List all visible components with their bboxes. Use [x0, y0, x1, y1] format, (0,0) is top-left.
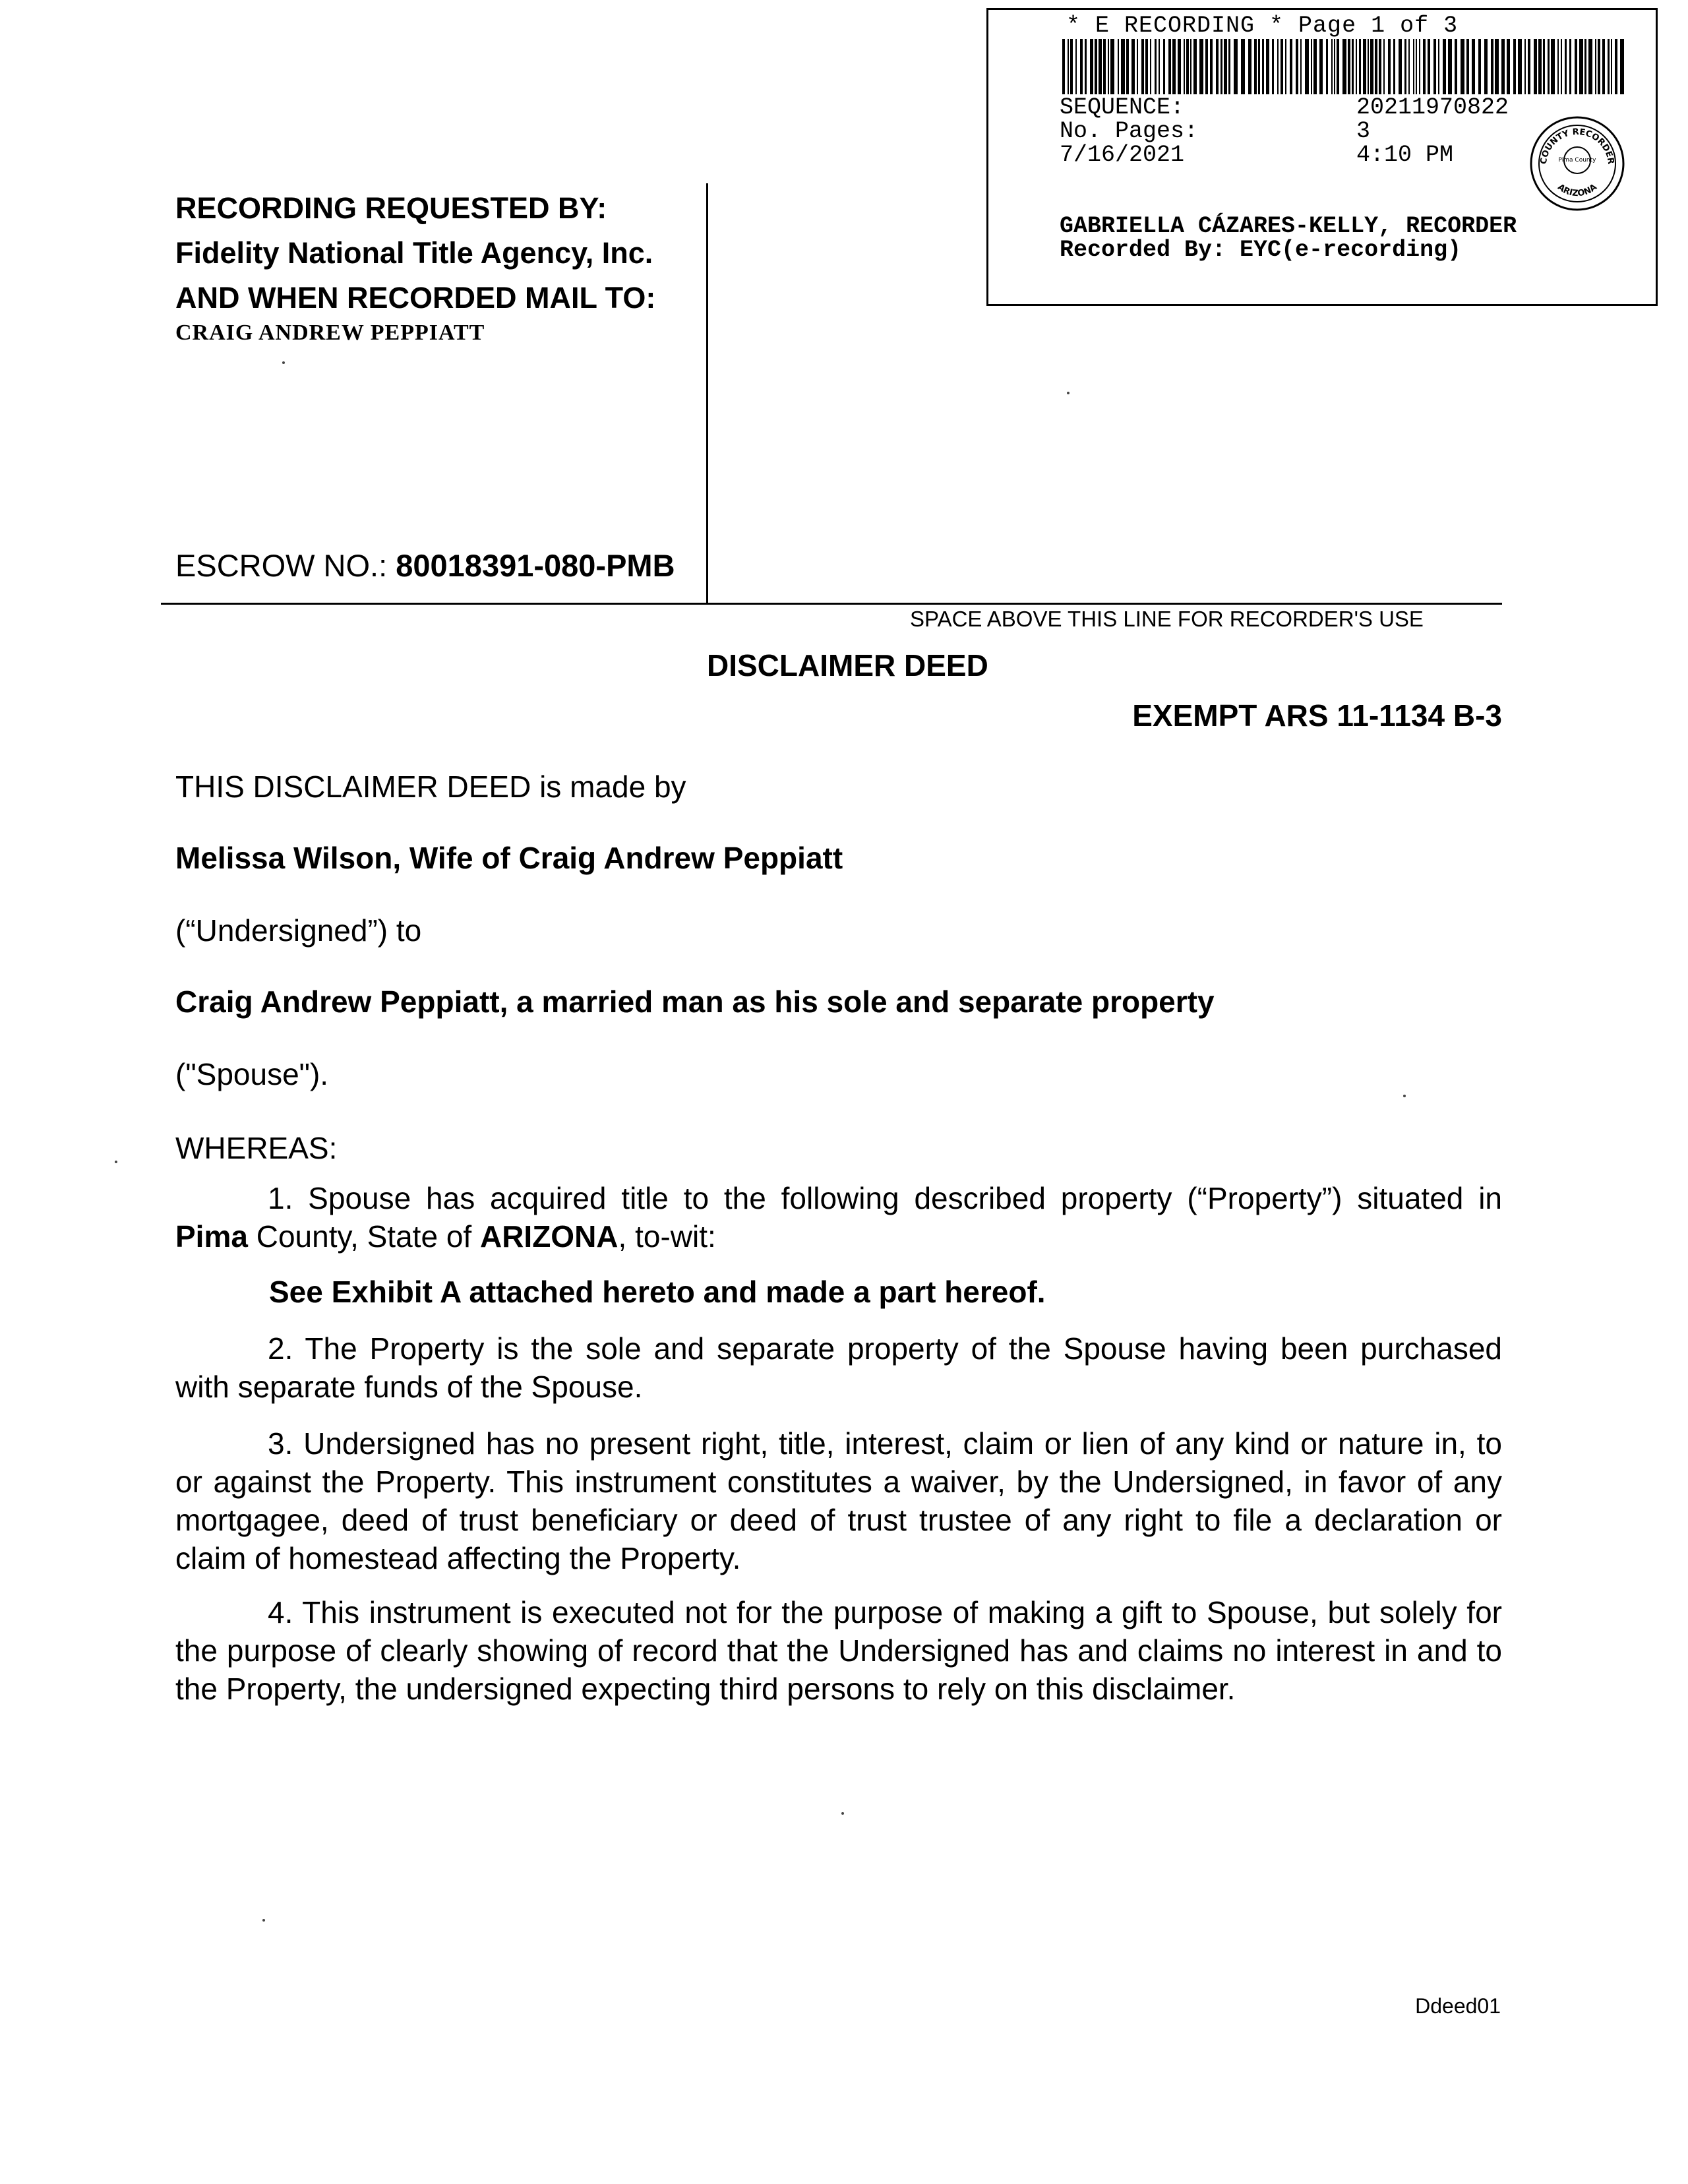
- barcode-bar: [1455, 39, 1457, 94]
- barcode-bar: [1608, 39, 1610, 94]
- barcode-bar: [1399, 39, 1402, 94]
- barcode-bar: [1356, 39, 1357, 94]
- barcode-bar: [1363, 39, 1366, 94]
- scan-speck: [262, 1919, 265, 1922]
- state-name: ARIZONA: [479, 1219, 618, 1254]
- barcode-bar: [1518, 39, 1522, 94]
- barcode-bar: [1359, 39, 1361, 94]
- barcode-bar: [1080, 39, 1083, 94]
- sequence-value: 20211970822: [1356, 94, 1509, 121]
- barcode-bar: [1478, 39, 1481, 94]
- barcode-bar: [1413, 39, 1414, 94]
- barcode-bar: [1313, 39, 1317, 94]
- barcode-bar: [1178, 39, 1181, 94]
- barcode-bar: [1334, 39, 1335, 94]
- scan-speck: [841, 1812, 844, 1815]
- barcode-bar: [1145, 39, 1148, 94]
- barcode-bar: [1221, 39, 1222, 94]
- exemption-code: EXEMPT ARS 11-1134 B-3: [1132, 698, 1502, 733]
- barcode-bar: [1472, 39, 1475, 94]
- barcode-bar: [1579, 39, 1583, 94]
- barcode-bar: [1352, 39, 1354, 94]
- barcode-bar: [1501, 39, 1505, 94]
- barcode-bar: [1110, 39, 1114, 94]
- barcode-bar: [1190, 39, 1191, 94]
- barcode-bar: [1368, 39, 1369, 94]
- barcode-bar: [1342, 39, 1346, 94]
- barcode-bar: [1383, 39, 1385, 94]
- stamp-header: * E RECORDING * Page 1 of 3: [1066, 13, 1459, 39]
- scan-speck: [1403, 1095, 1406, 1097]
- barcode-bar: [1408, 39, 1410, 94]
- scan-speck: [1067, 392, 1070, 394]
- record-date: 7/16/2021: [1060, 142, 1185, 168]
- barcode-bar: [1205, 39, 1208, 94]
- barcode-bar: [1290, 39, 1292, 94]
- space-above-note: SPACE ABOVE THIS LINE FOR RECORDER'S USE: [910, 607, 1424, 631]
- recital-1-text: 1. Spouse has acquired title to the following described property (“Property”) situated in: [268, 1181, 1502, 1215]
- requested-by-label: RECORDING REQUESTED BY:: [175, 191, 607, 225]
- barcode-bar: [1466, 39, 1469, 94]
- barcode-bar: [1199, 39, 1203, 94]
- barcode-bar: [1155, 39, 1157, 94]
- barcode-bar: [1184, 39, 1185, 94]
- recording-block: [175, 186, 655, 320]
- barcode-bar: [1375, 39, 1377, 94]
- mail-to-label: AND WHEN RECORDED MAIL TO:: [175, 281, 656, 315]
- barcode-bar: [1575, 39, 1577, 94]
- barcode-bar: [1595, 39, 1596, 94]
- barcode-bar: [1075, 39, 1077, 94]
- seal-outer-text: COUNTY RECORDER: [1538, 127, 1616, 165]
- barcode-bar: [1557, 39, 1559, 94]
- barcode-bar: [1266, 39, 1269, 94]
- barcode-bar: [1272, 39, 1274, 94]
- barcode-bar: [1150, 39, 1151, 94]
- recital-1-state-prefix: County, State of: [256, 1219, 472, 1254]
- exhibit-reference: See Exhibit A attached hereto and made a part hereof.: [269, 1275, 1046, 1309]
- recital-1: [175, 1179, 1502, 1256]
- barcode-bar: [1548, 39, 1550, 94]
- barcode-bar: [1228, 39, 1230, 94]
- whereas-heading: WHEREAS:: [175, 1131, 338, 1165]
- barcode-bar: [1438, 39, 1439, 94]
- barcode-bar: [1234, 39, 1238, 94]
- scan-speck: [115, 1161, 117, 1163]
- recital-4: 4. This instrument is executed not for the purpose of making a gift to Spouse, but solely for the purpose of clearly showing of record that the Undersigned has and claims no interest in and to the Property, the undersigned expecting third persons to rely on this disclaimer.: [175, 1595, 1502, 1706]
- svg-text:ARIZONA: [1555, 182, 1599, 198]
- barcode-bar: [1404, 39, 1406, 94]
- barcode-bar: [1331, 39, 1333, 94]
- barcode-bar: [1534, 39, 1537, 94]
- sequence-label: SEQUENCE:: [1060, 94, 1185, 121]
- barcode-bar: [1393, 39, 1395, 94]
- pages-label: No. Pages:: [1060, 118, 1199, 144]
- barcode-bar: [1495, 39, 1499, 94]
- barcode-bar: [1561, 39, 1562, 94]
- document-title: DISCLAIMER DEED: [707, 648, 988, 682]
- seal-inner-text: Pima County: [1558, 157, 1596, 164]
- barcode-bar: [1163, 39, 1165, 94]
- recorder-stamp: [986, 8, 1658, 306]
- barcode-bar: [1423, 39, 1426, 94]
- recital-3: 3. Undersigned has no present right, title, interest, claim or lien of any kind or nature in, to or against the Property. This instrument constitutes a waiver, by the Undersigned, in favor of any mortgagee, deed of trust beneficiary or deed of trust trustee of any right to file a declaration or claim of homestead affecting the Property.: [175, 1426, 1502, 1575]
- barcode-bar: [1277, 39, 1279, 94]
- barcode-bar: [1103, 39, 1106, 94]
- grantor-name: Melissa Wilson, Wife of Craig Andrew Peppiatt: [175, 841, 843, 875]
- barcode-bar: [1598, 39, 1600, 94]
- recital-1-suffix: , to-wit:: [618, 1219, 716, 1254]
- barcode-bar: [1569, 39, 1571, 94]
- recorded-by: Recorded By: EYC(e-recording): [1060, 237, 1462, 263]
- barcode-bar: [1491, 39, 1493, 94]
- barcode-bar: [1388, 39, 1391, 94]
- barcode-bar: [1461, 39, 1464, 94]
- barcode-bar: [1433, 39, 1436, 94]
- barcode-bar: [1565, 39, 1567, 94]
- barcode-bar: [1484, 39, 1488, 94]
- recorder-use-divider: [161, 603, 1502, 605]
- barcode-bar: [1524, 39, 1526, 94]
- barcode-bar: [1611, 39, 1612, 94]
- barcode-bar: [1186, 39, 1189, 94]
- barcode-bar: [1370, 39, 1373, 94]
- barcode-bar: [1070, 39, 1073, 94]
- barcode-bar: [1068, 39, 1069, 94]
- barcode-bar: [1062, 39, 1065, 94]
- barcode-bar: [1090, 39, 1093, 94]
- barcode-bar: [1379, 39, 1381, 94]
- barcode-bar: [1419, 39, 1420, 94]
- barcode-bar: [1416, 39, 1417, 94]
- barcode-bar: [1126, 39, 1129, 94]
- barcode-bar: [1300, 39, 1302, 94]
- barcode-bar: [1602, 39, 1605, 94]
- barcode-bar: [1337, 39, 1339, 94]
- grantee-name: Craig Andrew Peppiatt, a married man as his sole and separate property: [175, 985, 1215, 1019]
- barcode-bar: [1348, 39, 1350, 94]
- barcode-bar: [1543, 39, 1545, 94]
- county-name: Pima: [175, 1219, 248, 1254]
- barcode-bar: [1507, 39, 1510, 94]
- barcode-bar: [1311, 39, 1312, 94]
- barcode-bar: [1319, 39, 1323, 94]
- barcode-bar: [1281, 39, 1283, 94]
- barcode-bar: [1168, 39, 1171, 94]
- barcode-bar: [1137, 39, 1138, 94]
- form-code: Ddeed01: [1415, 1994, 1501, 2018]
- barcode-bar: [1248, 39, 1251, 94]
- barcode-bar: [1443, 39, 1446, 94]
- escrow-label: ESCROW NO.:: [175, 548, 388, 583]
- barcode-bar: [1172, 39, 1176, 94]
- barcode-bar: [1551, 39, 1555, 94]
- barcode-bar: [1513, 39, 1516, 94]
- escrow-number-line: [175, 547, 675, 584]
- county-recorder-seal-icon: [1528, 114, 1627, 213]
- recorder-name: GABRIELLA CÁZARES-KELLY, RECORDER: [1060, 213, 1517, 239]
- spouse-text: ("Spouse").: [175, 1057, 329, 1091]
- pages-value: 3: [1356, 118, 1371, 144]
- barcode-bar: [1296, 39, 1298, 94]
- barcode-bar: [1118, 39, 1119, 94]
- barcode-bar: [1588, 39, 1592, 94]
- barcode-bar: [1448, 39, 1452, 94]
- escrow-number: 80018391-080-PMB: [396, 548, 675, 583]
- barcode-bar: [1159, 39, 1160, 94]
- barcode-bar: [1224, 39, 1227, 94]
- barcode-bar: [1584, 39, 1586, 94]
- barcode-bar: [1210, 39, 1213, 94]
- barcode-bar: [1305, 39, 1309, 94]
- intro-text: THIS DISCLAIMER DEED is made by: [175, 770, 686, 804]
- record-time: 4:10 PM: [1356, 142, 1454, 168]
- barcode-bar: [1216, 39, 1219, 94]
- barcode-bar: [1121, 39, 1125, 94]
- barcode-bar: [1108, 39, 1109, 94]
- barcode-bar: [1258, 39, 1260, 94]
- barcode-bar: [1141, 39, 1144, 94]
- requested-by-company: Fidelity National Title Agency, Inc.: [175, 236, 653, 270]
- barcode-bar: [1262, 39, 1264, 94]
- barcode-bar: [1131, 39, 1135, 94]
- barcode-bar: [1528, 39, 1530, 94]
- barcode-bar: [1538, 39, 1542, 94]
- vertical-divider: [706, 183, 708, 603]
- barcode-bar: [1620, 39, 1624, 94]
- barcode-bar: [1254, 39, 1257, 94]
- barcode-bar: [1193, 39, 1197, 94]
- barcode: [1062, 39, 1624, 94]
- barcode-bar: [1326, 39, 1328, 94]
- barcode-bar: [1615, 39, 1617, 94]
- barcode-bar: [1085, 39, 1087, 94]
- mail-to-name: CRAIG ANDREW PEPPIATT: [175, 320, 485, 345]
- barcode-bar: [1285, 39, 1286, 94]
- barcode-bar: [1428, 39, 1430, 94]
- barcode-bar: [1095, 39, 1097, 94]
- recital-2: 2. The Property is the sole and separate property of the Spouse having been purchased with separate funds of the Spouse.: [175, 1331, 1502, 1404]
- barcode-bar: [1099, 39, 1102, 94]
- scan-speck: [282, 361, 285, 364]
- seal-bottom-text: ARIZONA: [1555, 182, 1599, 199]
- barcode-bar: [1241, 39, 1245, 94]
- undersigned-text: (“Undersigned”) to: [175, 913, 422, 948]
